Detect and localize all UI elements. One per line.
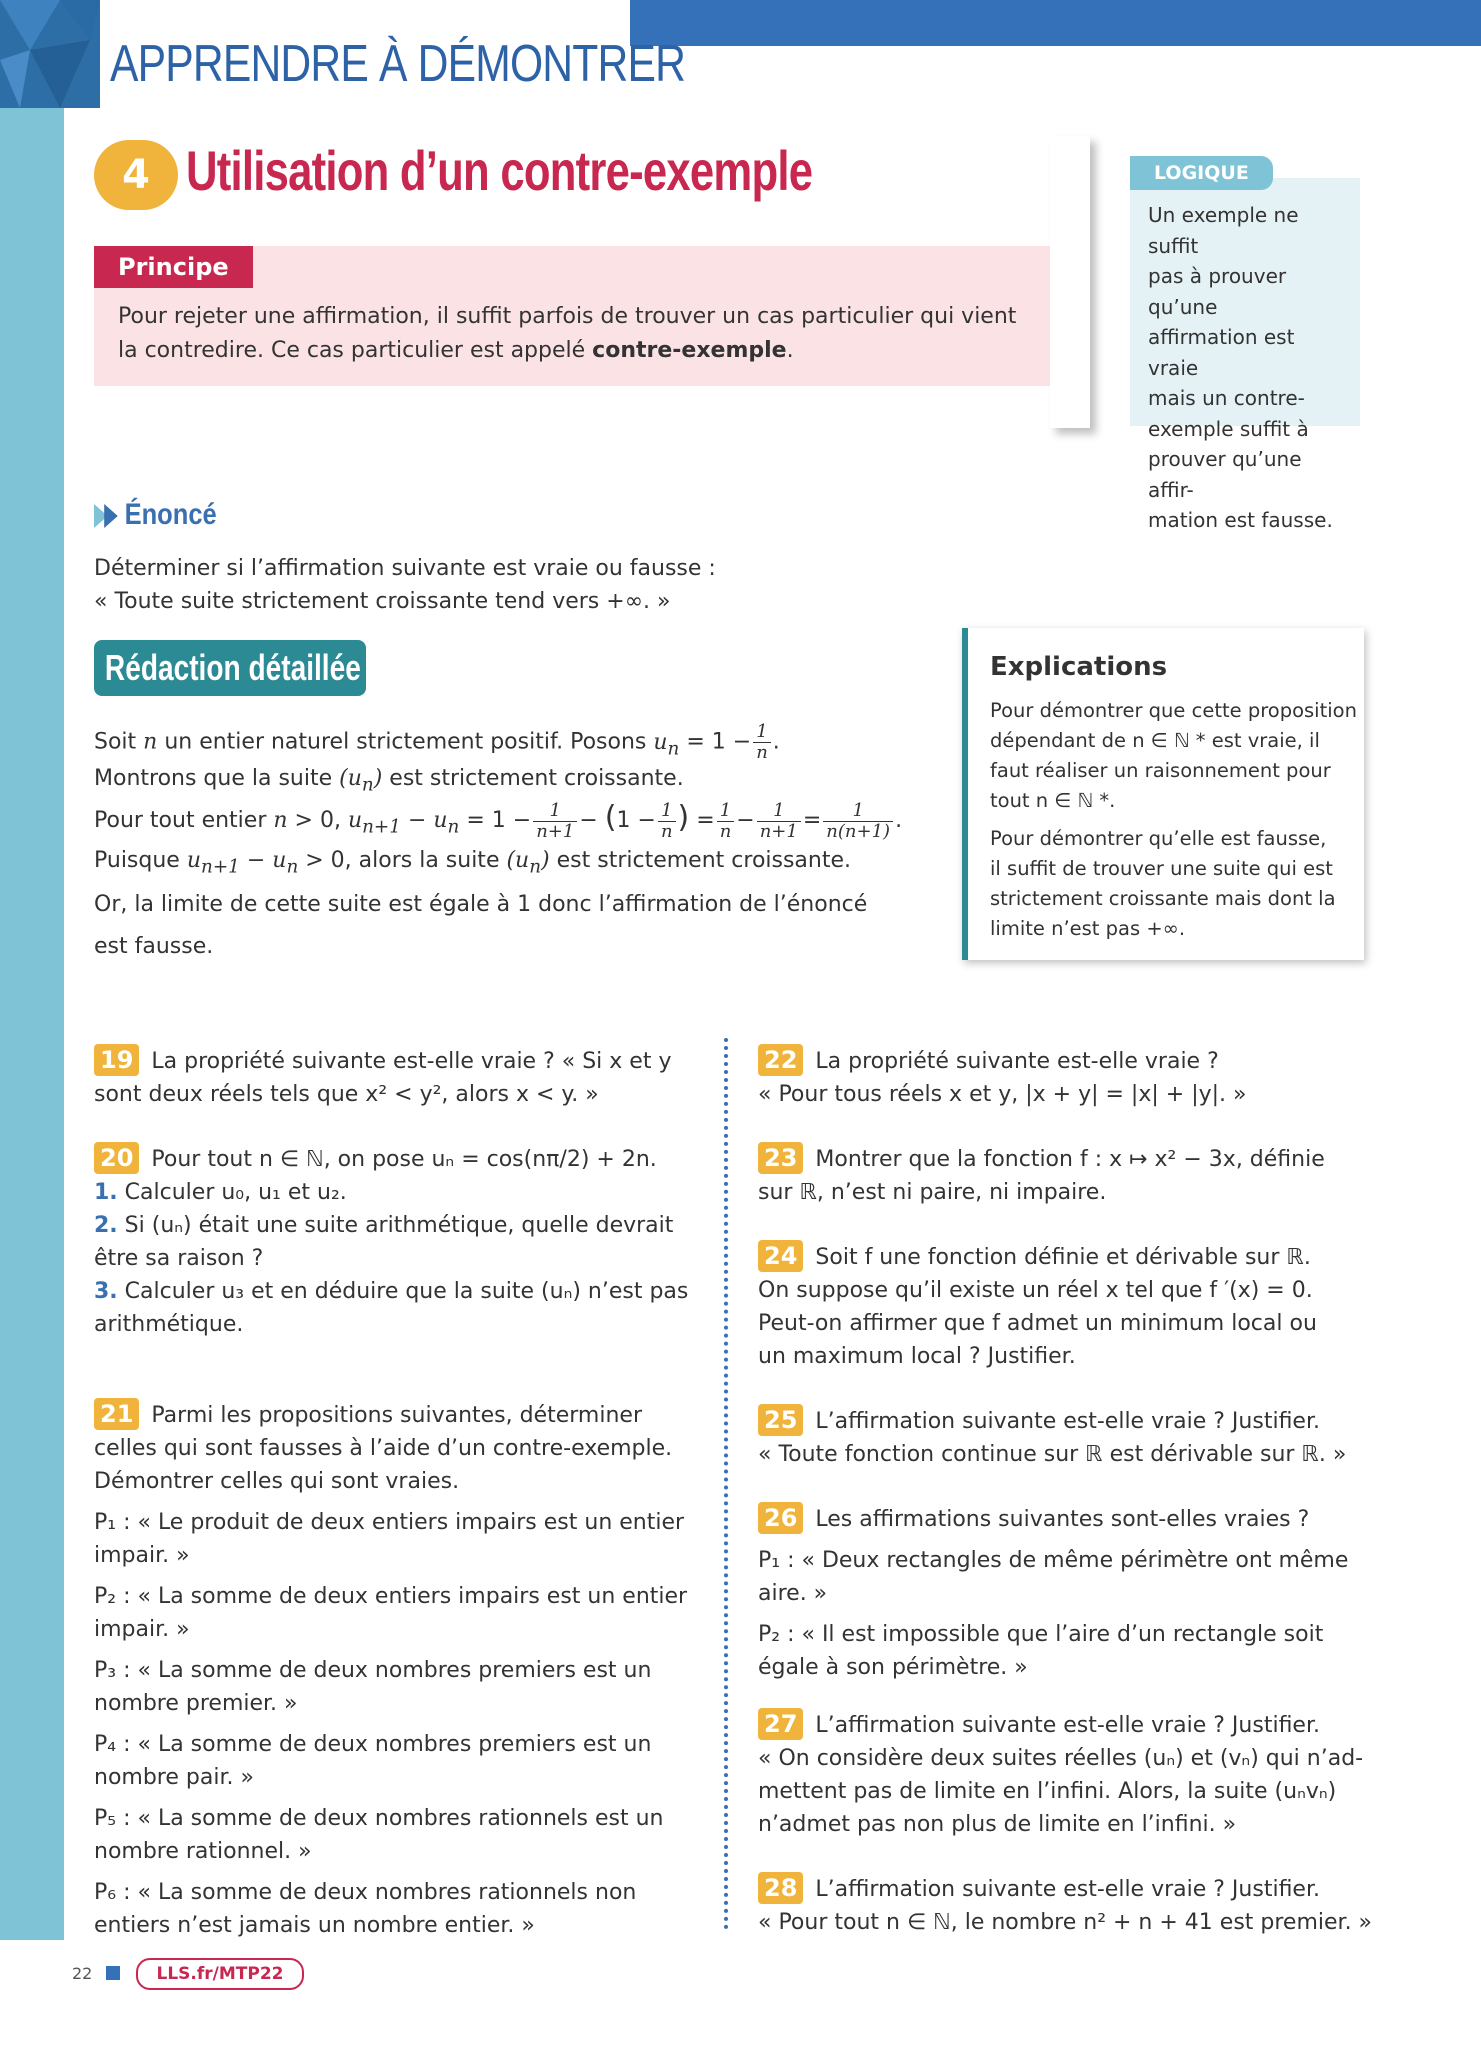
exercise-26: 26 Les affirmations suivantes sont-elles vraies ? P₁ : « Deux rectangles de même périmètre ont même aire. » P₂ : « Il est impossible que l’aire d’un rectangle soit égale à son périmètre. » (758, 1504, 1349, 1680)
principe-label: Principe (94, 246, 253, 288)
redaction-label: Rédaction détaillée (94, 640, 366, 696)
column-divider (724, 1038, 728, 1930)
redaction-line-6: est fausse. (94, 934, 214, 959)
redaction-line-2: Montrons que la suite $(u_n)$ est strictement croissante. (94, 766, 684, 796)
exercise-21: 21 Parmi les propositions suivantes, déterminer celles qui sont fausses à l’aide d’un contre-exemple. Démontrer celles qui sont vraies. P₁ : « Le produit de deux entiers impairs est un entier impair. » P₂ : « La somme de deux entiers impairs est un entier impair. » P₃ : « La somme de deux nombres premiers est un nombre premier. » P₄ : « La somme de deux nombres premiers est un nombre pair. » P₅ : « La somme de deux nombres rationnels est un nombre rationnel. » P₆ : « La somme de deux nombres rationnels non entiers n’est jamais un nombre entier. » (94, 1400, 688, 1938)
footer-square (106, 1966, 120, 1980)
top-band (630, 0, 1481, 46)
explications-paragraph-2: Pour démontrer qu’elle est fausse, il suffit de trouver une suite qui est strictement croissante mais dont la limite n’est pas +∞. (990, 827, 1336, 940)
exercise-23: 23 Montrer que la fonction f : x ↦ x² − 3x, définie sur ℝ, n’est ni paire, ni impaire. (758, 1144, 1325, 1205)
section-title: APPRENDRE À DÉMONTRER (110, 35, 686, 93)
redaction-line-1: Soit n un entier naturel strictement positif. Posons $u_n = 1$ − $\frac{1}{n}$ . (94, 721, 780, 763)
redaction-line-4: Puisque $u_{n+1} - u_n > 0$, alors la suite $(u_n)$ est strictement croissante. (94, 848, 852, 878)
redaction-line-5: Or, la limite de cette suite est égale à 1 donc l’affirmation de l’énoncé (94, 892, 868, 917)
redaction-line-3: Pour tout entier n > 0, $u_{n+1} - u_n = 1$ − $\frac{1}{n+1}$ − (1 − $\frac{1}{n}$ ) = $\frac{1}{n}$ − $\frac{1}{n+1}$ = $\frac{1}{n(n+1)}$ . (94, 799, 903, 842)
footer-link[interactable]: LLS.fr/MTP22 (136, 1958, 304, 1990)
method-number: 4 (94, 140, 178, 210)
exercise-20: 20 Pour tout n ∈ ℕ, on pose uₙ = cos(nπ/2) + 2n. 1. Calculer u₀, u₁ et u₂. 2. Si (uₙ) était une suite arithmétique, quelle devrait être sa raison ? 3. Calculer u₃ et en déduire que la suite (uₙ) n’est pas arithmétique. (94, 1144, 689, 1337)
enonce-line-1: Déterminer si l’affirmation suivante est vraie ou fausse : (94, 556, 716, 581)
exercise-28: 28 L’affirmation suivante est-elle vraie ? Justifier. « Pour tout n ∈ ℕ, le nombre n² + n + 41 est premier. » (758, 1874, 1373, 1935)
explications-title: Explications (990, 652, 1168, 682)
exercise-19: 19 La propriété suivante est-elle vraie ? « Si x et y sont deux réels tels que x² < y², alors x < y. » (94, 1046, 672, 1107)
logique-label: LOGIQUE (1130, 156, 1273, 190)
exercise-25: 25 L’affirmation suivante est-elle vraie ? Justifier. « Toute fonction continue sur ℝ est dérivable sur ℝ. » (758, 1406, 1347, 1467)
method-title: Utilisation d’un contre-exemple (186, 139, 813, 202)
page-number: 22 (72, 1964, 93, 1983)
enonce-line-2: « Toute suite strictement croissante tend vers +∞. » (94, 589, 671, 614)
enonce-heading: Énoncé (94, 498, 217, 532)
exercise-27: 27 L’affirmation suivante est-elle vraie ? Justifier. « On considère deux suites réelles (uₙ) et (vₙ) qui n’ad- mettent pas de limite en l’infini. Alors, la suite (uₙvₙ) n’admet pas non plus de limite en l’infini. » (758, 1710, 1364, 1837)
side-band (0, 0, 64, 1940)
exercise-22: 22 La propriété suivante est-elle vraie ? « Pour tous réels x et y, |x + y| = |x| + |y|. » (758, 1046, 1247, 1107)
double-arrow-icon (94, 502, 120, 530)
exercise-24: 24 Soit f une fonction définie et dérivable sur ℝ. On suppose qu’il existe un réel x tel que f ′(x) = 0. Peut-on affirmer que f admet un minimum local ou un maximum local ? Justifier. (758, 1242, 1317, 1369)
principe-text: Pour rejeter une affirmation, il suffit parfois de trouver un cas particulier qui vient la contredire. Ce cas particulier est appelé contre-exemple. (118, 304, 1017, 363)
corner-pattern (0, 0, 100, 108)
explications-paragraph-1: Pour démontrer que cette proposition dépendant de n ∈ ℕ * est vraie, il faut réaliser un raisonnement pour tout n ∈ ℕ *. (990, 699, 1357, 812)
principe-shadow (1050, 136, 1090, 428)
logique-text: Un exemple ne suffit pas à prouver qu’une affirmation est vraie mais un contre- exemple suffit à prouver qu’une affir- mation est fausse. (1148, 203, 1333, 532)
